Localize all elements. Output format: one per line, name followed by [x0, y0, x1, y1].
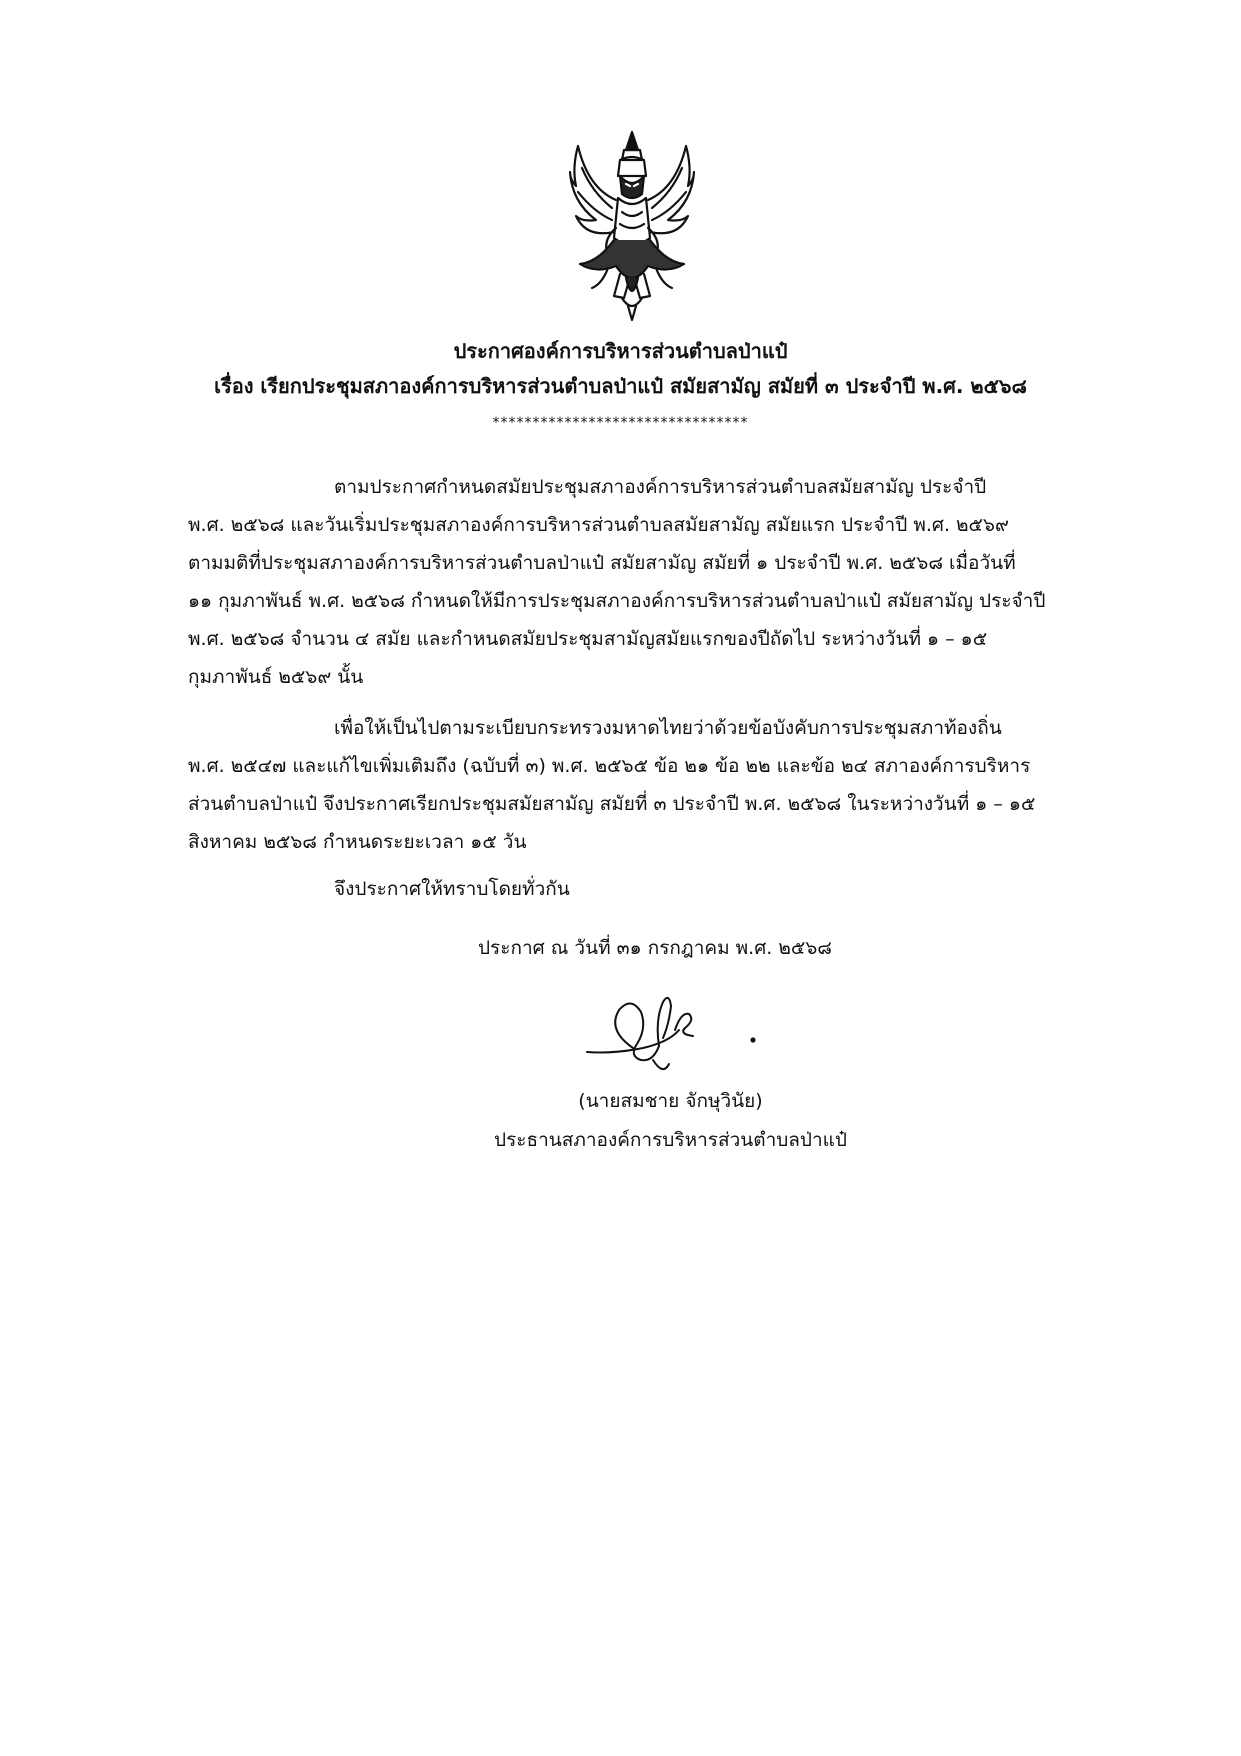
paragraph-2-line: พ.ศ. ๒๕๔๗ และแก้ไขเพิ่มเติมถึง (ฉบับที่ ๓) พ.ศ. ๒๕๖๕ ข้อ ๒๑ ข้อ ๒๒ และข้อ ๒๔ สภาองค์การบริหาร — [188, 755, 1031, 777]
garuda-emblem-icon — [568, 128, 696, 323]
announcement-title: ประกาศองค์การบริหารส่วนตำบลป่าแป๋ — [453, 339, 788, 363]
closing-statement: จึงประกาศให้ทราบโดยทั่วกัน — [334, 878, 570, 900]
paragraph-1-line: พ.ศ. ๒๕๖๘ จำนวน ๔ สมัย และกำหนดสมัยประชุมสามัญสมัยแรกของปีถัดไป ระหว่างวันที่ ๑ – ๑๕ — [188, 628, 988, 650]
handwritten-signature — [583, 990, 763, 1080]
paragraph-2-line: เพื่อให้เป็นไปตามระเบียบกระทรวงมหาดไทยว่าด้วยข้อบังคับการประชุมสภาท้องถิ่น — [334, 717, 1002, 739]
announcement-date: ประกาศ ณ วันที่ ๓๑ กรกฎาคม พ.ศ. ๒๕๖๘ — [478, 937, 832, 959]
separator-line: ******************************** — [492, 415, 749, 431]
paragraph-2-line: สิงหาคม ๒๕๖๘ กำหนดระยะเวลา ๑๕ วัน — [188, 831, 527, 853]
paragraph-1-line: พ.ศ. ๒๕๖๘ และวันเริ่มประชุมสภาองค์การบริหารส่วนตำบลสมัยสามัญ สมัยแรก ประจำปี พ.ศ. ๒๕๖๙ — [188, 514, 1009, 536]
paragraph-1 — [188, 468, 1143, 696]
paragraph-1-line: ๑๑ กุมภาพันธ์ พ.ศ. ๒๕๖๘ กำหนดให้มีการประชุมสภาองค์การบริหารส่วนตำบลป่าแป๋ สมัยสามัญ ประจำปี — [188, 590, 1046, 612]
signer-name: (นายสมชาย จักษุวินัย) — [578, 1090, 763, 1112]
paragraph-1-line: กุมภาพันธ์ ๒๕๖๙ นั้น — [188, 666, 364, 688]
paragraph-2 — [188, 709, 1143, 861]
announcement-subject: เรื่อง เรียกประชุมสภาองค์การบริหารส่วนตำบลป่าแป๋ สมัยสามัญ สมัยที่ ๓ ประจำปี พ.ศ. ๒๕๖๘ — [214, 374, 1027, 398]
signer-position: ประธานสภาองค์การบริหารส่วนตำบลป่าแป๋ — [494, 1129, 847, 1151]
paragraph-2-line: ส่วนตำบลป่าแป๋ จึงประกาศเรียกประชุมสมัยสามัญ สมัยที่ ๓ ประจำปี พ.ศ. ๒๕๖๘ ในระหว่างวันที่ ๑ – ๑๕ — [188, 793, 1036, 815]
paragraph-1-line: ตามประกาศกำหนดสมัยประชุมสภาองค์การบริหารส่วนตำบลสมัยสามัญ ประจำปี — [334, 476, 987, 498]
paragraph-1-line: ตามมติที่ประชุมสภาองค์การบริหารส่วนตำบลป่าแป๋ สมัยสามัญ สมัยที่ ๑ ประจำปี พ.ศ. ๒๕๖๘ เมื่อวันที่ — [188, 552, 1016, 574]
